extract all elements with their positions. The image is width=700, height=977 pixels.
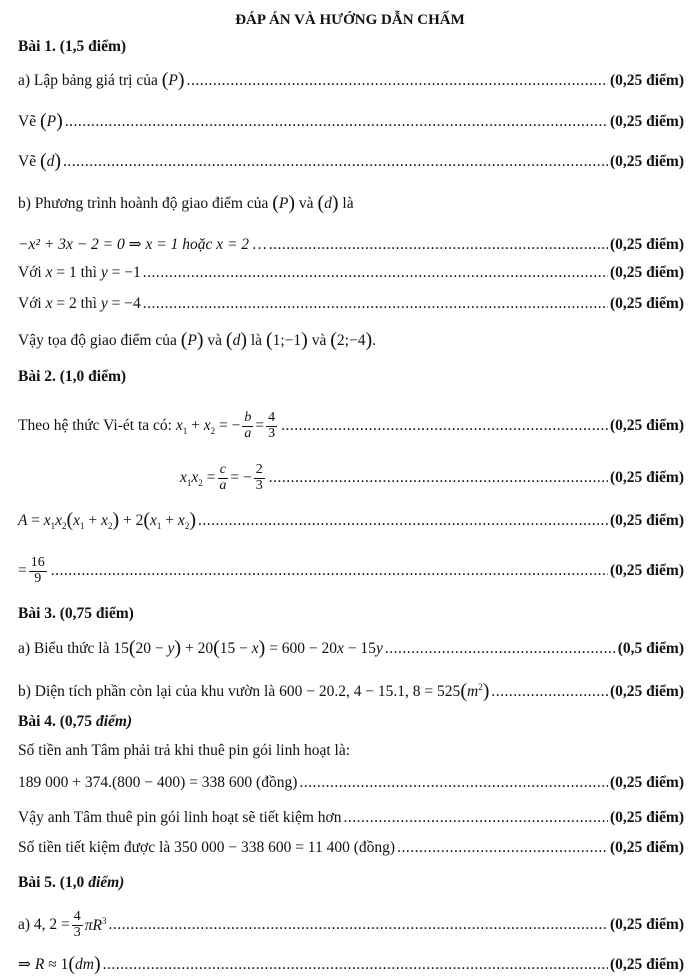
bai1-a-text: a) Lập bảng giá trị của [18,72,158,89]
score: (0,25 điểm) [609,113,684,130]
bai4-line4 [18,839,684,857]
bai1-conclusion-line: Vậy tọa độ giao điểm của (P) và (d) là (1;−1) và (2;−4). [18,329,377,351]
dot-leader [143,295,608,313]
bai4-heading-ital: điểm) [95,713,133,730]
bai5-heading-bold: Bài 5. (1,0 [18,874,85,891]
bai1-conclusion: Vậy tọa độ giao điểm của [18,332,177,349]
score: (0,25 điểm) [609,236,684,253]
bai4-conclusion: Vậy anh Tâm thuê pin gói linh hoạt sẽ tiết kiệm hơn [18,809,342,826]
with-text: Với [18,295,42,312]
dot-leader [103,956,608,974]
bai2-sum-line: Theo hệ thức Vi-ét ta có: $x_1 + x_2$ = − $\frac{b}{a}$ = $\frac{4}{3}$ ..... (0,25 điểm) [18,411,684,441]
score: (0,25 điểm) [609,774,684,791]
bai1-ve-text: Vẽ [18,153,37,170]
and-text: và [298,195,314,212]
bai1-a-line: a) Lập bảng giá trị của (P) ..... (0,25 điểm) [18,72,684,90]
bai4-savings-expr: 350 000 − 338 600 = 11 400 (đồng) [174,839,396,856]
score: (0,25 điểm) [609,264,684,281]
dot-leader [269,469,608,487]
bai1-x1-line: Với x = 1 thì y = −1 ..... (0,25 điểm) [18,264,684,282]
dot-leader [187,72,608,90]
bai5-a-line: a) 4, 2 = $\frac{4}{3}$ $\pi R^3$ ..... (0,25 điểm) [18,910,684,940]
dot-leader [65,113,608,131]
dot-leader [198,512,608,530]
bai5-a-prefix: a) [18,916,31,934]
bai4-line3 [18,809,684,827]
score: (0,25 điểm) [609,809,684,826]
dot-leader [385,640,616,658]
score: (0,25 điểm) [609,956,684,973]
bai4-line1: Số tiền anh Tâm phải trả khi thuê pin gói linh hoạt là: [18,742,351,759]
bai1-heading: Bài 1. (1,5 điểm) [18,38,127,55]
bai4-line2 [18,774,684,792]
dot-leader [63,153,608,171]
bai2-a-expr-line: $A = x_1x_2(x_1 + x_2) + 2(x_1 + x_2)$ ..... (0,25 điểm) [18,512,684,531]
score: (0,25 điểm) [609,72,684,89]
bai4-cost-expr: 189 000 + 374.(800 − 400) = 338 600 (đồng) [18,774,298,791]
bai2-product-line: $x_1x_2$ = $\frac{c}{a}$ = − $\frac{2}{3}$ ..... (0,25 điểm) [180,463,684,493]
dot-leader [397,839,608,857]
bai3-heading: Bài 3. (0,75 điểm) [18,605,134,622]
bai5-heading [18,874,684,892]
bai1-b-text: b) Phương trình hoành độ giao điểm của [18,195,269,212]
bai1-ve-d-line: Vẽ (d) ..... (0,25 điểm) [18,153,684,171]
dot-leader [143,264,608,282]
dot-leader [109,916,608,934]
score: (0,25 điểm) [609,469,684,487]
score: (0,5 điểm) [617,640,684,657]
bai4-savings-text: Số tiền tiết kiệm được là [18,839,171,856]
bai1-equation-line [18,235,684,254]
bai3-b-text: b) Diện tích phần còn lại của khu vườn là [18,683,276,700]
then-text: thì [80,264,97,281]
bai1-equation: −x² + 3x − 2 = 0 ⇒ x = 1 hoặc x = 2 … [18,236,267,253]
with-text: Với [18,264,42,281]
bai1-x2-line: Với x = 2 thì y = −4 ..... (0,25 điểm) [18,295,684,313]
la-text: là [250,332,263,349]
dot-leader [281,417,608,435]
score: (0,25 điểm) [609,839,684,856]
bai1-b-line: b) Phương trình hoành độ giao điểm của (P) và (d) là [18,192,354,214]
bai1-ve-text: Vẽ [18,113,37,130]
score: (0,25 điểm) [609,295,684,312]
dot-leader [299,774,608,792]
dot-leader [51,562,608,580]
dot-leader [269,236,608,254]
page-title: ĐÁP ÁN VÀ HƯỚNG DẪN CHẤM [235,12,465,28]
score: (0,25 điểm) [609,417,684,435]
and-text: và [207,332,223,349]
bai2-result-line: = $\frac{16}{9}$ ..... (0,25 điểm) [18,556,684,586]
score: (0,25 điểm) [609,683,684,700]
bai3-a-line: a) Biểu thức là 15(20 − y) + 20(15 − x) = 600 − 20x − 15y ..... (0,5 điểm) [18,640,684,658]
and-text: và [311,332,327,349]
score: (0,25 điểm) [609,562,684,580]
bai4-heading-bold: Bài 4. (0,75 [18,713,93,730]
bai1-ve-p-line: Vẽ (P) ..... (0,25 điểm) [18,113,684,131]
bai3-a-text: a) Biểu thức là [18,640,110,657]
la-text: là [342,195,354,212]
dot-leader [491,683,608,701]
then-text: thì [80,295,97,312]
bai4-heading [18,713,684,731]
score: (0,25 điểm) [609,916,684,934]
bai2-heading: Bài 2. (1,0 điểm) [18,368,127,385]
bai5-r-line: ⇒ R ≈ 1(dm) ..... (0,25 điểm) [18,955,684,974]
bai5-heading-ital: điểm) [88,874,125,891]
bai2-vieta-text: Theo hệ thức Vi-ét ta có: [18,417,172,435]
score: (0,25 điểm) [609,153,684,170]
dot-leader [343,809,608,827]
score: (0,25 điểm) [609,512,684,529]
bai3-b-line: b) Diện tích phần còn lại của khu vườn là 600 − 20.2, 4 − 15.1, $8 = 525(m^2)$ ..... (0,25 điểm) [18,682,684,701]
